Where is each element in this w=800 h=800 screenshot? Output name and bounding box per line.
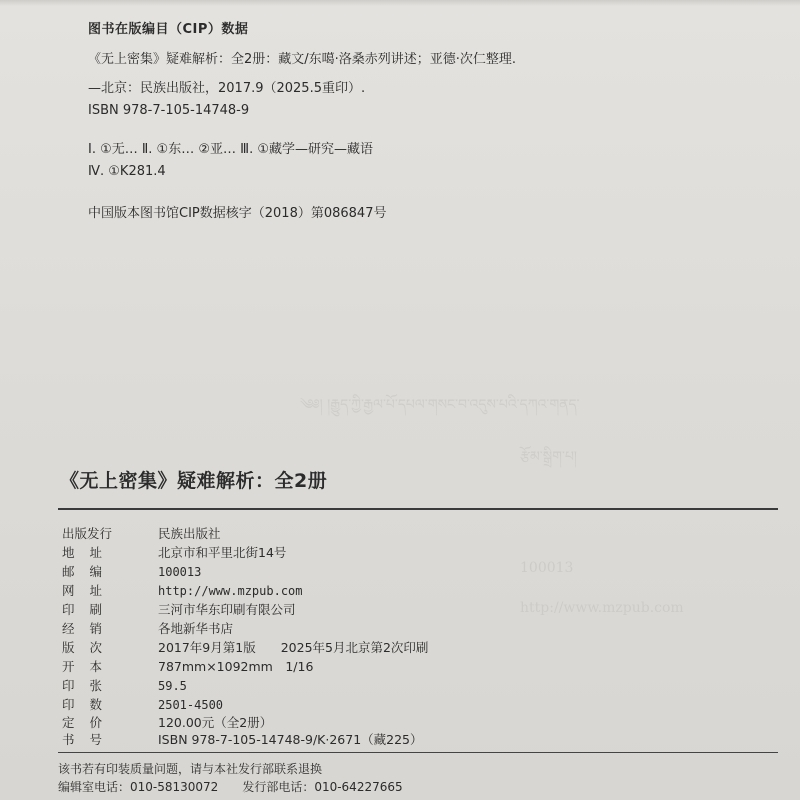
- info-row-website: [62, 581, 303, 599]
- divider-top: [58, 508, 778, 510]
- info-row-postcode: [62, 562, 201, 580]
- info-label: 定 价: [62, 715, 102, 730]
- cip-line-publisher: —北京：民族出版社，2017.9（2025.5重印）.: [88, 81, 366, 96]
- info-value: 787mm×1092mm 1/16: [158, 659, 314, 674]
- info-label: 邮 编: [62, 564, 102, 579]
- info-label: 印 数: [62, 697, 102, 712]
- info-label: 版 次: [62, 640, 102, 655]
- info-row-printer: [62, 600, 296, 618]
- page-edge-shadow: [0, 0, 800, 6]
- divider-bottom: [58, 752, 778, 753]
- info-value: 民族出版社: [158, 526, 221, 541]
- info-row-book-number: [62, 730, 423, 748]
- info-label: 网 址: [62, 583, 102, 598]
- info-value: 北京市和平里北街14号: [158, 545, 287, 560]
- info-row-address: [62, 543, 286, 561]
- info-row-publisher: [62, 524, 221, 542]
- info-value: 三河市华东印刷有限公司: [158, 602, 296, 617]
- info-label: 地 址: [62, 545, 102, 560]
- info-label: 开 本: [62, 659, 102, 674]
- info-row-distributor: [62, 619, 233, 637]
- info-row-format: [62, 657, 313, 675]
- quality-notice: 该书若有印装质量问题，请与本社发行部联系退换: [58, 762, 323, 776]
- info-row-sheets: [62, 676, 187, 694]
- bleed-through-text: 100013: [520, 560, 574, 576]
- cip-line-title: 《无上密集》疑难解析：全2册：藏文/东噶·洛桑赤列讲述；亚德·次仁整理.: [88, 52, 517, 67]
- bleed-through-text: http://www.mzpub.com: [520, 600, 684, 616]
- info-label: 印 张: [62, 678, 102, 693]
- info-value: 59.5: [158, 679, 187, 693]
- book-title: 《无上密集》疑难解析：全2册: [60, 470, 328, 492]
- info-row-price: [62, 713, 272, 731]
- info-value: 各地新华书店: [158, 621, 234, 636]
- info-row-edition: [62, 638, 428, 656]
- bleed-through-text: ༄༅། །རྒྱུད་ཀྱི་རྒྱལ་པོ་དཔལ་གསང་བ་འདུས་པའི་དཀའ་གནད་: [300, 397, 580, 413]
- info-value: 100013: [158, 565, 202, 579]
- bleed-through-text: རྩོམ་སྒྲིག་པ།: [520, 449, 578, 465]
- info-row-print-run: [62, 695, 223, 713]
- info-label: 出版发行: [62, 526, 113, 541]
- info-label: 书 号: [62, 732, 102, 747]
- contact-phones: 编辑室电话：010-58130072 发行部电话：010-64227665: [58, 780, 403, 794]
- cip-line-data-number: 中国版本图书馆CIP数据核字（2018）第086847号: [88, 206, 387, 221]
- info-value: ISBN 978-7-105-14748-9/K·2671（藏225）: [158, 732, 423, 747]
- info-label: 经 销: [62, 621, 102, 636]
- cip-line-isbn: ISBN 978-7-105-14748-9: [88, 103, 250, 118]
- info-value: 2017年9月第1版 2025年5月北京第2次印刷: [158, 640, 429, 655]
- cip-heading: 图书在版编目（CIP）数据: [88, 22, 249, 37]
- info-value: 2501-4500: [158, 698, 224, 712]
- info-label: 印 刷: [62, 602, 102, 617]
- cip-line-class-number: Ⅳ. ①K281.4: [88, 164, 166, 179]
- cip-line-classification: Ⅰ. ①无… Ⅱ. ①东… ②亚… Ⅲ. ①藏学—研究—藏语: [88, 142, 374, 157]
- info-value: http://www.mzpub.com: [158, 584, 303, 598]
- info-value: 120.00元（全2册）: [158, 715, 273, 730]
